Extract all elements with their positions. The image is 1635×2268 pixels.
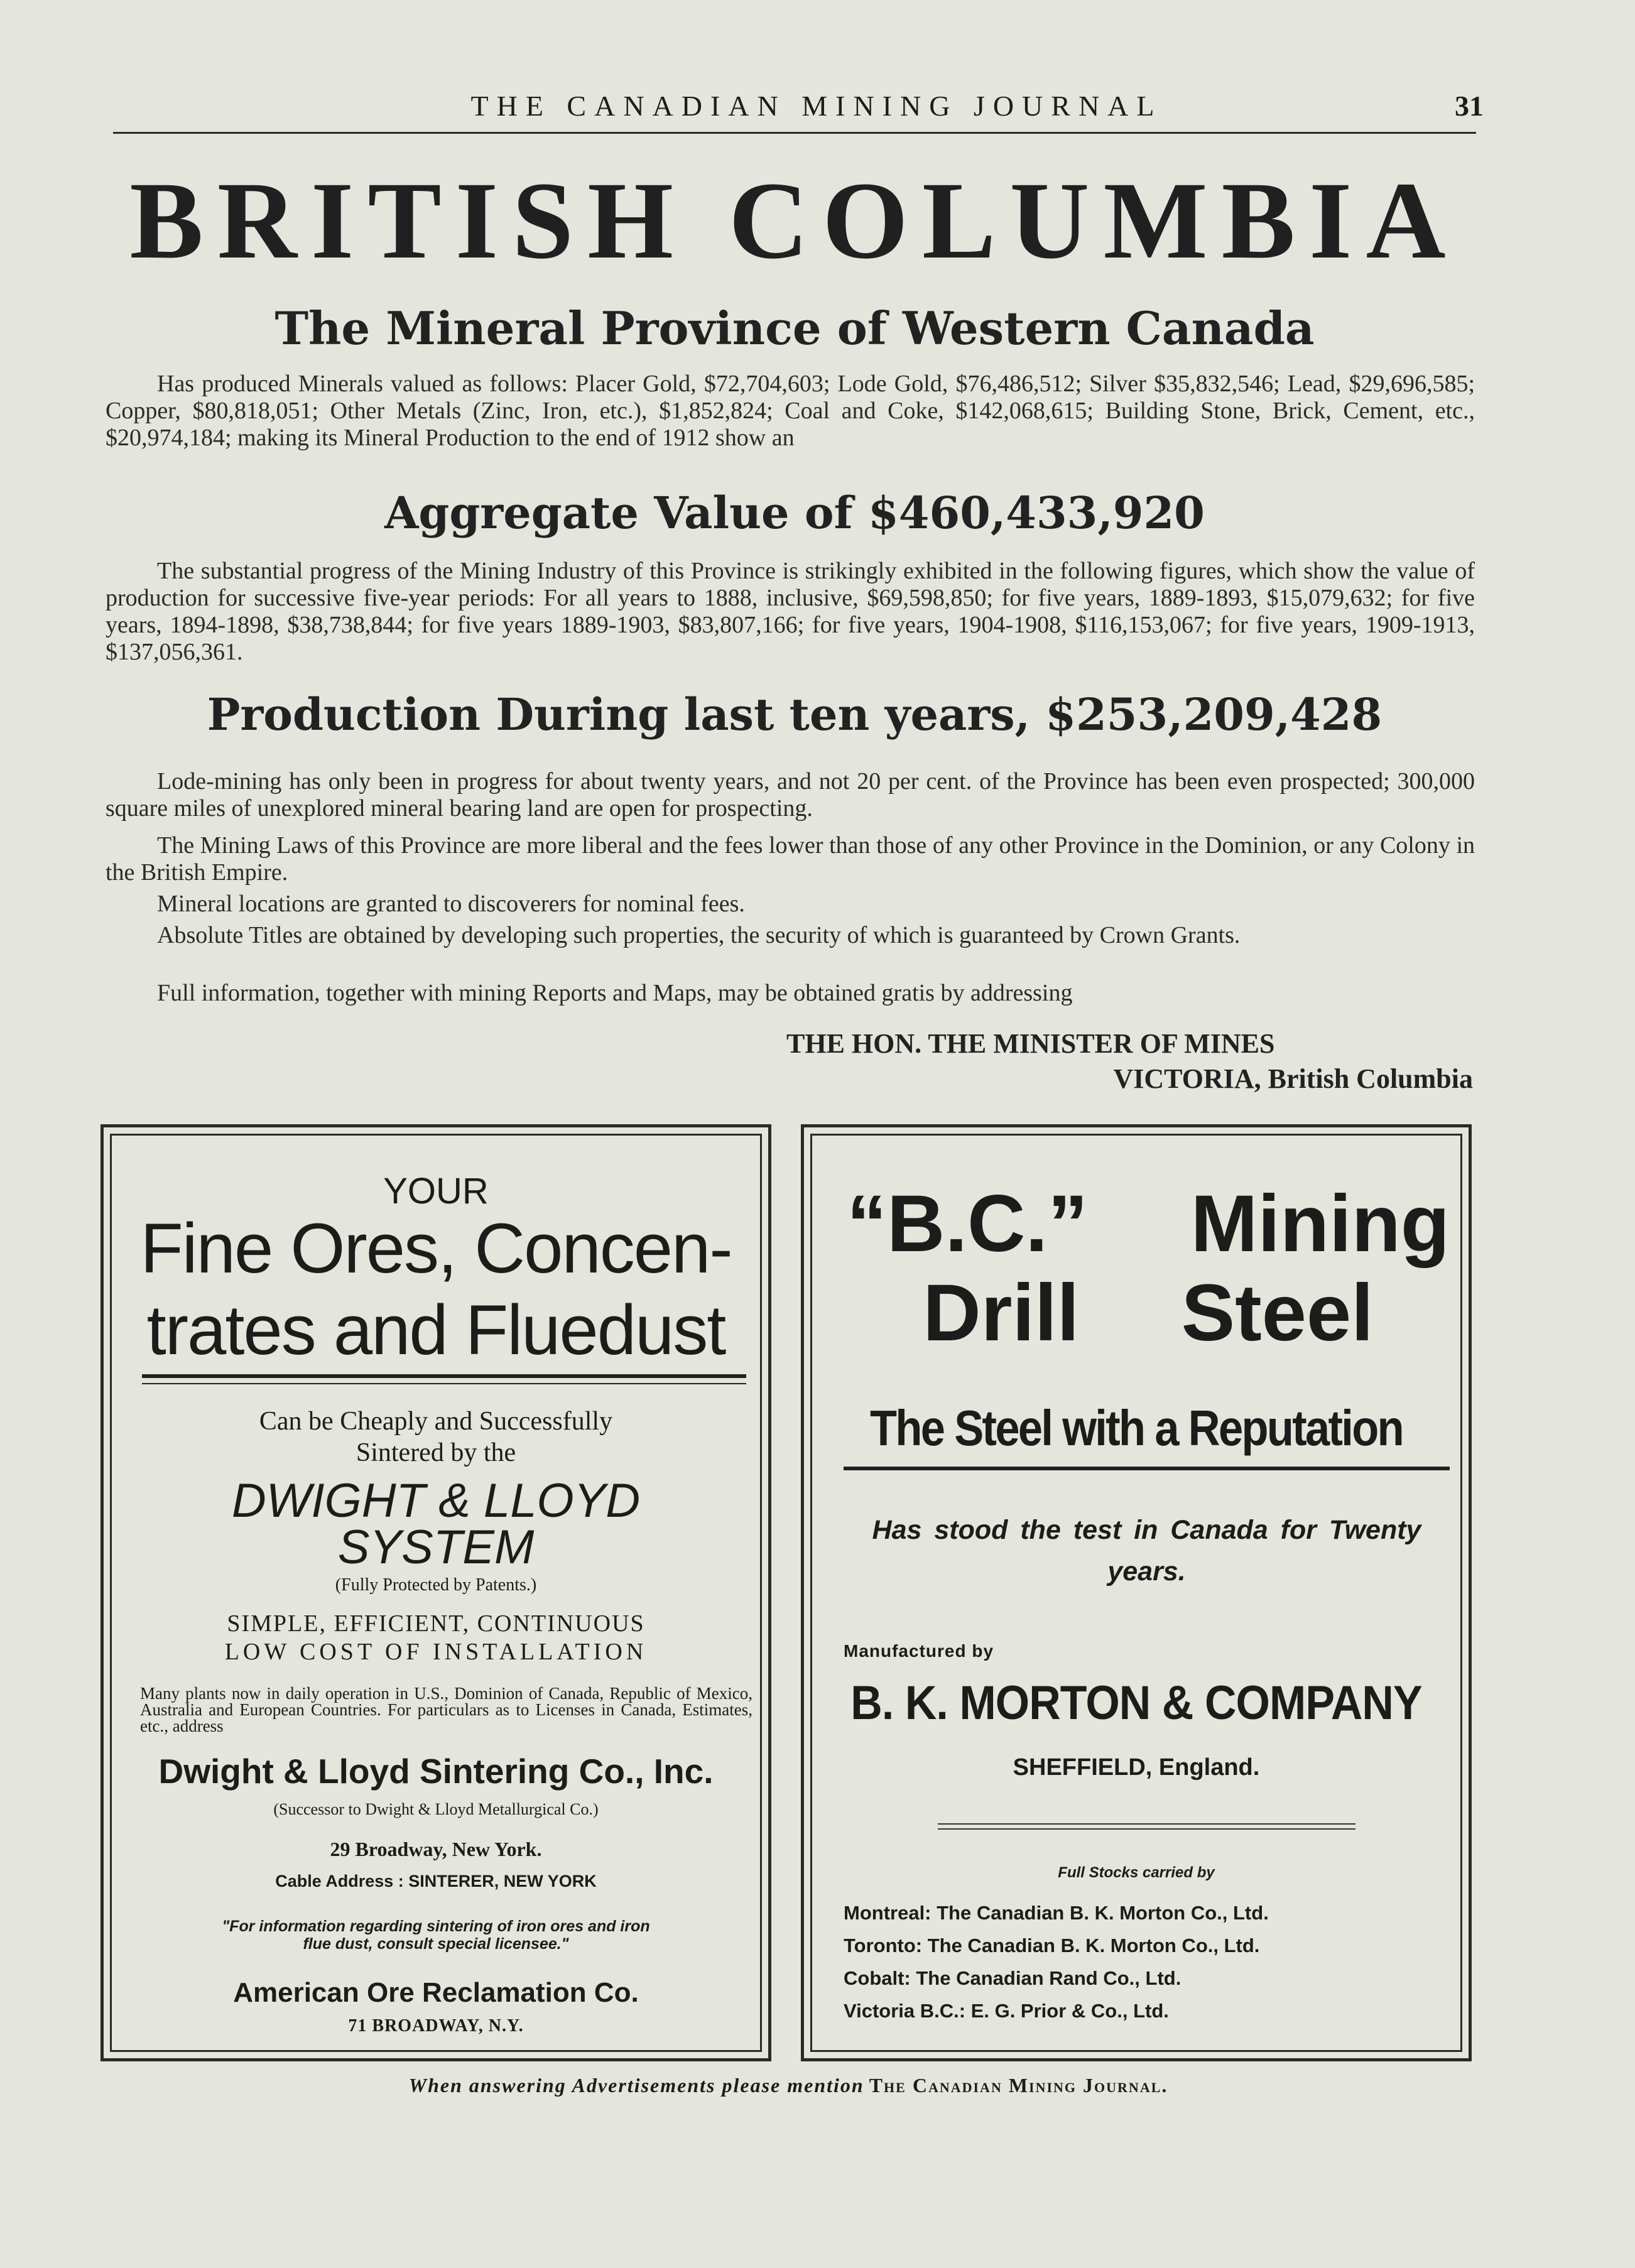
features-line2: LOW COST OF INSTALLATION	[224, 1639, 648, 1665]
licensee-address: 71 BROADWAY, N.Y.	[348, 2016, 524, 2036]
stockist-montreal: Montreal: The Canadian B. K. Morton Co., Ltd.	[844, 1902, 1269, 1924]
ores-headline	[112, 1208, 760, 1371]
system-name-line2: SYSTEM	[337, 1521, 535, 1574]
reputation-rule	[844, 1467, 1450, 1470]
company-address: 29 Broadway, New York.	[330, 1838, 542, 1860]
sintering-company-name: Dwight & Lloyd Sintering Co., Inc.	[158, 1752, 714, 1791]
morton-drill-steel-ad	[801, 1124, 1472, 2061]
reputation-tagline: The Steel with a Reputation	[870, 1400, 1403, 1456]
footer-notice: When answering Advertisements please mention	[408, 2074, 864, 2097]
contact-location: VICTORIA, British Columbia	[1113, 1063, 1473, 1094]
headline-rule-thick	[142, 1374, 746, 1378]
system-name-line1: DWIGHT & LLOYD	[231, 1474, 641, 1527]
headline-drill: Drill	[923, 1268, 1080, 1358]
sintered-line2: Sintered by the	[356, 1438, 516, 1467]
licensee-quote-line1: "For information regarding sintering of iron ores and iron	[222, 1918, 650, 1935]
ores-headline-line2: trates and Fluedust	[146, 1291, 725, 1369]
plants-paragraph: Many plants now in daily operation in U.S., Dominion of Canada, Republic of Mexico, Australia and European Countries. For particulars as to Licenses in Canada, Estimates, etc., address	[140, 1684, 752, 1735]
patents-note: (Fully Protected by Patents.)	[335, 1575, 537, 1595]
progress-paragraph: The substantial progress of the Mining Industry of this Province is strikingly exhibited in the following figures, which show the value of production for successive five-year periods: For all years to 1888, inclusive, $69,598,850; for five years, 1889-1893, $15,079,632; for five years, 1894-1898, $38,738,844; for five years 1889-1903, $83,807,166; for five years, 1904-1908, $116,153,067; for five years, 1909-1913, $137,056,361.	[106, 558, 1475, 665]
mining-laws-paragraph: The Mining Laws of this Province are more liberal and the fees lower than those of any other Province in the Dominion, or any Colony in the British Empire.	[106, 832, 1475, 886]
headline-row2	[847, 1269, 1450, 1358]
full-information-paragraph: Full information, together with mining Reports and Maps, may be obtained gratis by addressing	[157, 980, 1073, 1006]
page-number: 31	[1455, 90, 1484, 122]
minerals-paragraph: Has produced Minerals valued as follows: Placer Gold, $72,704,603; Lode Gold, $76,486,512; Silver $35,832,546; Lead, $29,696,585; Copper, $80,818,051; Other Metals (Zinc, Iron, etc.), $1,852,824; Coal and Coke, $142,068,615; Building Stone, Brick, Cement, etc., $20,974,184; making its Mineral Production to the end of 1912 show an	[106, 371, 1475, 451]
absolute-titles-paragraph: Absolute Titles are obtained by developing such properties, the security of which is guaranteed by Crown Grants.	[157, 922, 1241, 948]
divider-rule-top	[938, 1823, 1355, 1825]
system-name	[112, 1474, 760, 1574]
divider-rule-bottom	[938, 1828, 1355, 1830]
contact-minister: THE HON. THE MINISTER OF MINES	[786, 1028, 1275, 1059]
manufactured-by-label: Manufactured by	[844, 1641, 994, 1661]
footer-journal: The Canadian Mining Journal.	[869, 2074, 1168, 2097]
stockist-victoria: Victoria B.C.: E. G. Prior & Co., Ltd.	[844, 2000, 1169, 2022]
ores-headline-line1: Fine Ores, Concen-	[140, 1209, 732, 1288]
stockist-cobalt: Cobalt: The Canadian Rand Co., Ltd.	[844, 1967, 1181, 1989]
sintered-text	[112, 1406, 760, 1468]
morton-ad-inner-border	[810, 1134, 1462, 2052]
licensee-name: American Ore Reclamation Co.	[233, 1977, 639, 2008]
headline-steel: Steel	[1181, 1268, 1374, 1358]
production-heading: Production During last ten years, $253,209,428	[207, 688, 1382, 741]
sintered-line1: Can be Cheaply and Successfully	[259, 1407, 613, 1436]
licensee-quote-line2: flue dust, consult special licensee."	[303, 1935, 569, 1953]
stockists-list	[844, 1897, 1269, 2027]
mineral-locations-paragraph: Mineral locations are granted to discoverers for nominal fees.	[157, 891, 745, 917]
stocks-heading: Full Stocks carried by	[1058, 1864, 1215, 1881]
cable-address: Cable Address : SINTERER, NEW YORK	[275, 1872, 597, 1891]
journal-running-head: THE CANADIAN MINING JOURNAL	[470, 90, 1163, 122]
dwight-lloyd-ad	[100, 1124, 771, 2061]
your-label: YOUR	[383, 1171, 489, 1212]
bc-ad-title: BRITISH COLUMBIA	[129, 160, 1460, 282]
bc-ad-subtitle: The Mineral Province of Western Canada	[274, 301, 1315, 355]
manufacturer-name: B. K. MORTON & COMPANY	[850, 1676, 1422, 1730]
headline-row1	[847, 1180, 1450, 1269]
test-of-time-text: Has stood the test in Canada for Twenty years.	[872, 1515, 1421, 1587]
drill-steel-headline	[847, 1180, 1450, 1358]
lode-mining-paragraph: Lode-mining has only been in progress for about twenty years, and not 20 per cent. of the Province has been even prospected; 300,000 square miles of unexplored mineral bearing land are open for prospecting.	[106, 768, 1475, 822]
header-rule	[113, 132, 1476, 134]
stockist-toronto: Toronto: The Canadian B. K. Morton Co., Ltd.	[844, 1934, 1260, 1956]
headline-mining: Mining	[1190, 1179, 1450, 1269]
dwight-lloyd-ad-inner-border	[110, 1134, 762, 2052]
licensee-quote	[112, 1918, 760, 1953]
manufacturer-location: SHEFFIELD, England.	[1013, 1754, 1260, 1781]
aggregate-value-heading: Aggregate Value of $460,433,920	[384, 487, 1205, 539]
headline-rule-thin	[142, 1383, 746, 1384]
features-line1: SIMPLE, EFFICIENT, CONTINUOUS	[227, 1610, 645, 1637]
successor-note: (Successor to Dwight & Lloyd Metallurgical Co.)	[273, 1800, 599, 1818]
page-footer	[100, 2074, 1476, 2097]
headline-bc: “B.C.”	[847, 1179, 1088, 1269]
